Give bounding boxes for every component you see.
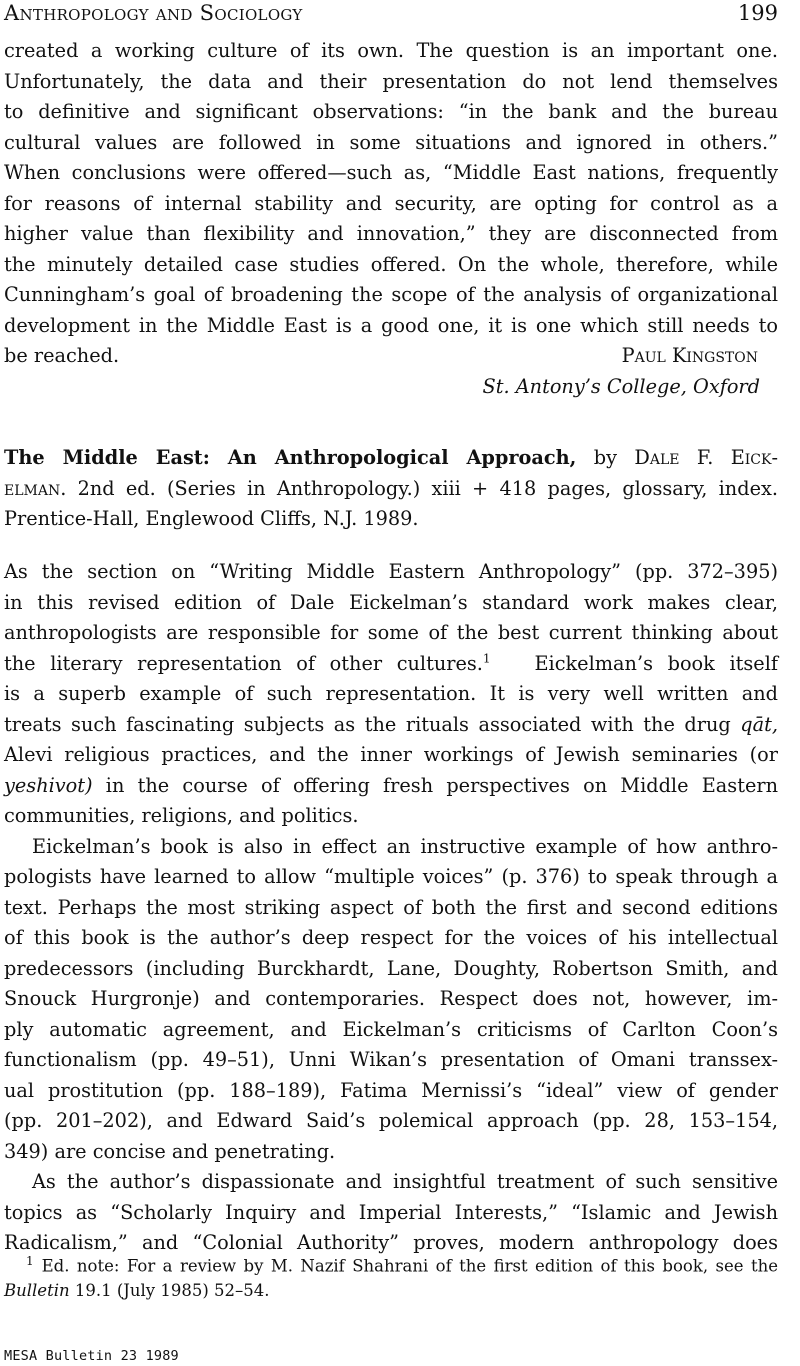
text-line: Alevi religious practices, and the inner workings of Jewish seminaries (or [4,743,778,766]
book-publisher: Prentice-Hall, Englewood Cliffs, N.J. 1989. [4,507,419,530]
text-line: treats such fascinating subjects as the rituals associated with the drug qāt, [4,712,778,736]
text-line: predecessors (including Burckhardt, Lane, Doughty, Robertson Smith, and [4,956,778,980]
text-line: ply automatic agreement, and Eickelman’s criticisms of Carlton Coon’s [4,1017,778,1041]
footnote-line: $^1$ Ed. note: For a review by M. Nazif Shahrani of the first edition of this book, see the [26,1254,778,1276]
text-line: Cunningham’s goal of broadening the scope of the analysis of organizational [4,283,778,306]
book-title: The Middle East: An Anthropological Approach, [4,446,577,469]
text-line: As the section on “Writing Middle Eastern Anthropology” (pp. 372–395) [4,560,778,583]
term-yeshivot: yeshivot) [4,773,93,797]
review-two-body [4,557,778,1259]
term-qat: qāt, [740,712,778,736]
book-citation-line [4,474,778,505]
text-line: Snouck Hurgronje) and contemporaries. Respect does not, however, im- [4,987,778,1010]
text-line: pologists have learned to allow “multiple voices” (p. 376) to speak through a [4,865,778,888]
running-head [4,0,778,26]
page-footer: MESA Bulletin 23 1989 [4,1348,179,1364]
book-author: Dale F. Eick- [634,446,778,469]
text-line: yeshivot) in the course of offering fresh perspectives on Middle Eastern [4,773,778,797]
book-author-cont: elman. [4,476,67,500]
text-line: anthropologists are responsible for some of the best current thinking about [4,621,778,644]
reviewer-name: Paul Kingston [621,344,758,367]
text-line: topics as “Scholarly Inquiry and Imperial Interests,” “Islamic and Jewish [4,1200,778,1224]
text-line: cultural values are followed in some situations and ignored in others.” [4,130,778,154]
text-line: is a superb example of such representation. It is very well written and [4,682,778,705]
text-line: Eickelman’s book is also in effect an instructive example of how anthro- [32,834,778,858]
text-line: be reached. [4,344,120,367]
footnote [4,1249,778,1303]
text-line: When conclusions were offered—such as, “Middle East nations, frequently [4,161,778,184]
text-line: in this revised edition of Dale Eickelman’s standard work makes clear, [4,590,778,614]
signature-line [4,341,778,372]
text-line: of this book is the author’s deep respect for the voices of his intellectual [4,926,778,949]
text-line: higher value than flexibility and innovation,” they are disconnected from [4,222,778,245]
text-line: (pp. 201–202), and Edward Said’s polemical approach (pp. 28, 153–154, [4,1109,778,1132]
review-one-conclusion [4,36,778,402]
book-details: 2nd ed. (Series in Anthropology.) xiii + 418 pages, glossary, index. [77,476,778,500]
running-head-title: Anthropology and Sociology [4,1,303,25]
text-line: Radicalism,” and “Colonial Authority” proves, modern anthropology does [4,1231,778,1254]
text-line: functionalism (pp. 49–51), Unni Wikan’s presentation of Omani transsex- [4,1048,778,1071]
text-line: text. Perhaps the most striking aspect of both the first and second editions [4,895,778,919]
text-line: to definitive and significant observations: “in the bank and the bureau [4,100,778,123]
text-line: Unfortunately, the data and their presentation do not lend themselves [4,69,778,93]
text-line: communities, religions, and politics. [4,804,359,827]
text-line: 349) are concise and penetrating. [4,1139,336,1163]
journal-name: Bulletin [4,1280,70,1300]
text-line: development in the Middle East is a good one, it is one which still needs to [4,313,778,337]
text-line: the minutely detailed case studies offered. On the whole, therefore, while [4,252,778,276]
book-citation-line: The Middle East: An Anthropological Approach, by Dale F. Eick- [4,446,778,469]
review-two-header [4,443,778,535]
text-line: the literary representation of other cultures.$^1$ Eickelman’s book itself [4,651,779,675]
footnote-number: 1 [26,1254,34,1268]
reviewer-affiliation: St. Antony’s College, Oxford [482,374,760,398]
page-number: 199 [737,1,778,25]
text-line: ual prostitution (pp. 188–189), Fatima Mernissi’s “ideal” view of gender [4,1078,778,1102]
text-line: created a working culture of its own. The question is an important one. [4,39,778,62]
text-line: As the author’s dispassionate and insightful treatment of such sensitive [32,1170,778,1193]
text-line: for reasons of internal stability and security, are opting for control as a [4,191,778,215]
footnote-reference[interactable]: 1 [482,651,491,666]
footnote-line: Bulletin 19.1 (July 1985) 52–54. [4,1280,270,1300]
